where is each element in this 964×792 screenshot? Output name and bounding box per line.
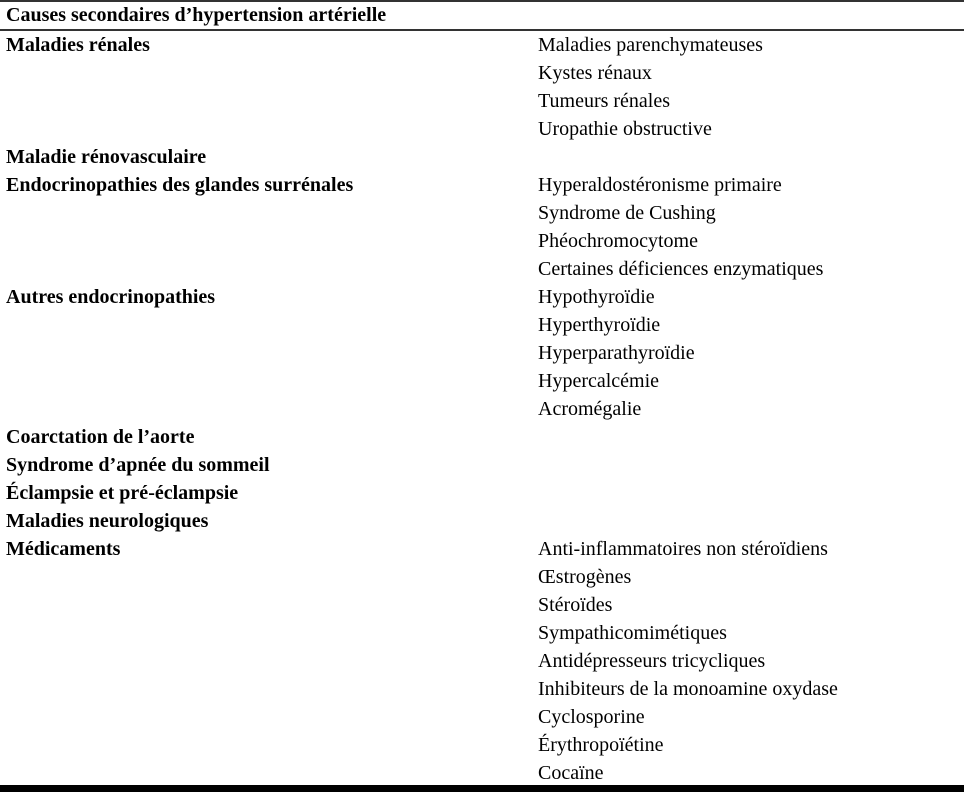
cause-detail: Acromégalie [538, 398, 642, 420]
cause-detail: Phéochromocytome [538, 230, 698, 252]
cause-detail: Certaines déficiences enzymatiques [538, 258, 824, 280]
table-row [0, 199, 964, 227]
cause-detail: Œstrogènes [538, 566, 632, 588]
table-row [0, 423, 964, 451]
cause-category: Maladie rénovasculaire [6, 146, 207, 168]
cause-detail: Anti-inflammatoires non stéroïdiens [538, 538, 828, 560]
table-bottom-rule [0, 785, 964, 792]
cause-detail: Hyperparathyroïdie [538, 342, 695, 364]
table-row [0, 647, 964, 675]
cause-category: Maladies rénales [6, 34, 150, 56]
cause-detail: Érythropoïétine [538, 734, 664, 756]
table-row [0, 311, 964, 339]
table-row [0, 619, 964, 647]
table-row [0, 87, 964, 115]
cause-detail: Syndrome de Cushing [538, 202, 716, 224]
cause-detail: Sympathicomimétiques [538, 622, 727, 644]
table-row [0, 703, 964, 731]
cause-detail: Inhibiteurs de la monoamine oxydase [538, 678, 838, 700]
table-row [0, 339, 964, 367]
cause-category: Éclampsie et pré-éclampsie [6, 482, 239, 504]
table-row [0, 367, 964, 395]
table-row [0, 759, 964, 787]
table-row [0, 171, 964, 199]
table-row [0, 59, 964, 87]
cause-category: Médicaments [6, 538, 121, 560]
cause-category: Autres endocrinopathies [6, 286, 216, 308]
cause-detail: Hyperthyroïdie [538, 314, 661, 336]
table-row [0, 731, 964, 759]
table-row [0, 115, 964, 143]
table-row [0, 507, 964, 535]
cause-category: Maladies neurologiques [6, 510, 209, 532]
cause-detail: Hypothyroïdie [538, 286, 655, 308]
cause-detail: Hyperaldostéronisme primaire [538, 174, 782, 196]
table-row [0, 31, 964, 59]
table-row [0, 563, 964, 591]
table-row [0, 535, 964, 563]
cause-detail: Maladies parenchymateuses [538, 34, 763, 56]
table-row [0, 283, 964, 311]
cause-category: Endocrinopathies des glandes surrénales [6, 174, 354, 196]
table-row [0, 479, 964, 507]
cause-detail: Antidépresseurs tricycliques [538, 650, 766, 672]
cause-category: Syndrome d’apnée du sommeil [6, 454, 270, 476]
table-row [0, 227, 964, 255]
cause-detail: Hypercalcémie [538, 370, 660, 392]
table-row [0, 395, 964, 423]
table-body [0, 31, 964, 787]
cause-detail: Stéroïdes [538, 594, 613, 616]
cause-detail: Uropathie obstructive [538, 118, 712, 140]
cause-detail: Kystes rénaux [538, 62, 652, 84]
table-title: Causes secondaires d’hypertension artérielle [6, 4, 387, 26]
cause-detail: Tumeurs rénales [538, 90, 671, 112]
table-row [0, 143, 964, 171]
cause-detail: Cocaïne [538, 762, 604, 784]
cause-detail: Cyclosporine [538, 706, 645, 728]
table-row [0, 591, 964, 619]
table-row [0, 255, 964, 283]
table-row [0, 451, 964, 479]
table-row [0, 675, 964, 703]
cause-category: Coarctation de l’aorte [6, 426, 195, 448]
